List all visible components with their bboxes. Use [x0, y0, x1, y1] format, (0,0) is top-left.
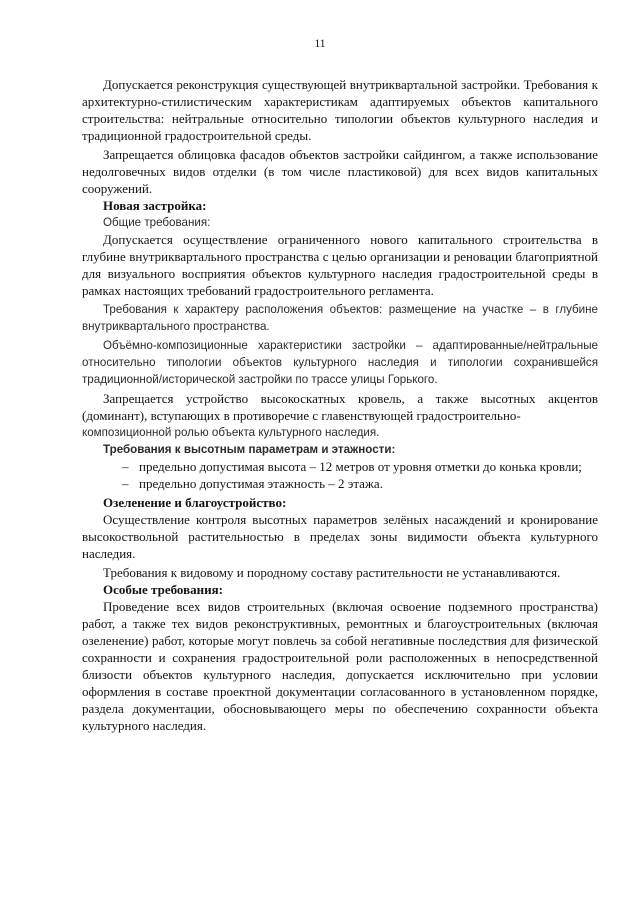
paragraph-roof-ban: Запрещается устройство высокоскатных кровель, а также высотных акцентов (доминант), вступающих в противоречие с главенствующей градостроительно- — [82, 391, 598, 423]
list-item-text: предельно допустимая этажность – 2 этажа. — [139, 476, 383, 491]
heading-landscaping: Озеленение и благоустройство: — [103, 495, 287, 510]
subheading-general-requirements: Общие требования: — [103, 216, 211, 229]
paragraph-limited-construction: Допускается осуществление ограниченного нового капитального строительства в глубине внутриквартального пространства с целью организации и реновации благоприятной для визуального восприятия объектов культурного наследия градостроительной среды в рамках настоящих требований градостроительного регламента. — [82, 232, 598, 298]
paragraph-reconstruction: Допускается реконструкция существующей внутриквартальной застройки. Требования к архитектурно-стилистическим характеристикам адаптируемых объектов капитального строительства: нейтральные относительно типологии объектов культурного наследия и традиционной градостроительной среды. — [82, 77, 598, 143]
heading-height-requirements: Требования к высотным параметрам и этажности: — [103, 443, 396, 456]
list-item-max-height — [82, 458, 598, 475]
paragraph-roof-ban-continuation: композиционной ролью объекта культурного наследия. — [82, 426, 380, 439]
list-item-text: предельно допустимая высота – 12 метров от уровня отметки до конька кровли; — [139, 459, 582, 474]
paragraph-placement: Требования к характеру расположения объектов: размещение на участке – в глубине внутриквартального пространства. — [82, 303, 598, 333]
document-body — [82, 76, 598, 734]
heading-new-construction: Новая застройка: — [103, 198, 207, 213]
list-dash: – — [122, 476, 129, 491]
paragraph-siding-ban: Запрещается облицовка фасадов объектов застройки сайдингом, а также использование недолговечных видов отделки (в том числе пластиковой) для всех видов капитальных сооружений. — [82, 147, 598, 196]
paragraph-volume-composition: Объёмно-композиционные характеристики застройки – адаптированные/нейтральные относительно типологии объектов культурного наследия и типологии сохранившейся традиционной/исторической застройки по трассе улицы Горького. — [82, 339, 598, 386]
page-number: 11 — [314, 38, 326, 50]
heading-special-requirements: Особые требования: — [103, 582, 223, 597]
paragraph-special-works: Проведение всех видов строительных (включая освоение подземного пространства) работ, а также тех видов реконструктивных, ремонтных и благоустроительных (включая озеленение) работ, которые могут повлечь за собой негативные последствия для физической сохранности и сохранения градостроительной роли расположенных в непосредственной близости объектов культурного наследия, допускается исключительно при условии оформления в составе проектной документации согласованного в установленном порядке, раздела документации, обосновывающего меры по обеспечению сохранности объекта культурного наследия. — [82, 599, 598, 733]
list-item-max-floors — [82, 475, 598, 492]
paragraph-greenery-control: Осуществление контроля высотных параметров зелёных насаждений и кронирование высокоствольной растительностью в пределах зоны видимости объекта культурного наследия. — [82, 512, 598, 561]
list-dash: – — [122, 459, 129, 474]
paragraph-vegetation-composition: Требования к видовому и породному составу растительности не устанавливаются. — [103, 565, 561, 580]
